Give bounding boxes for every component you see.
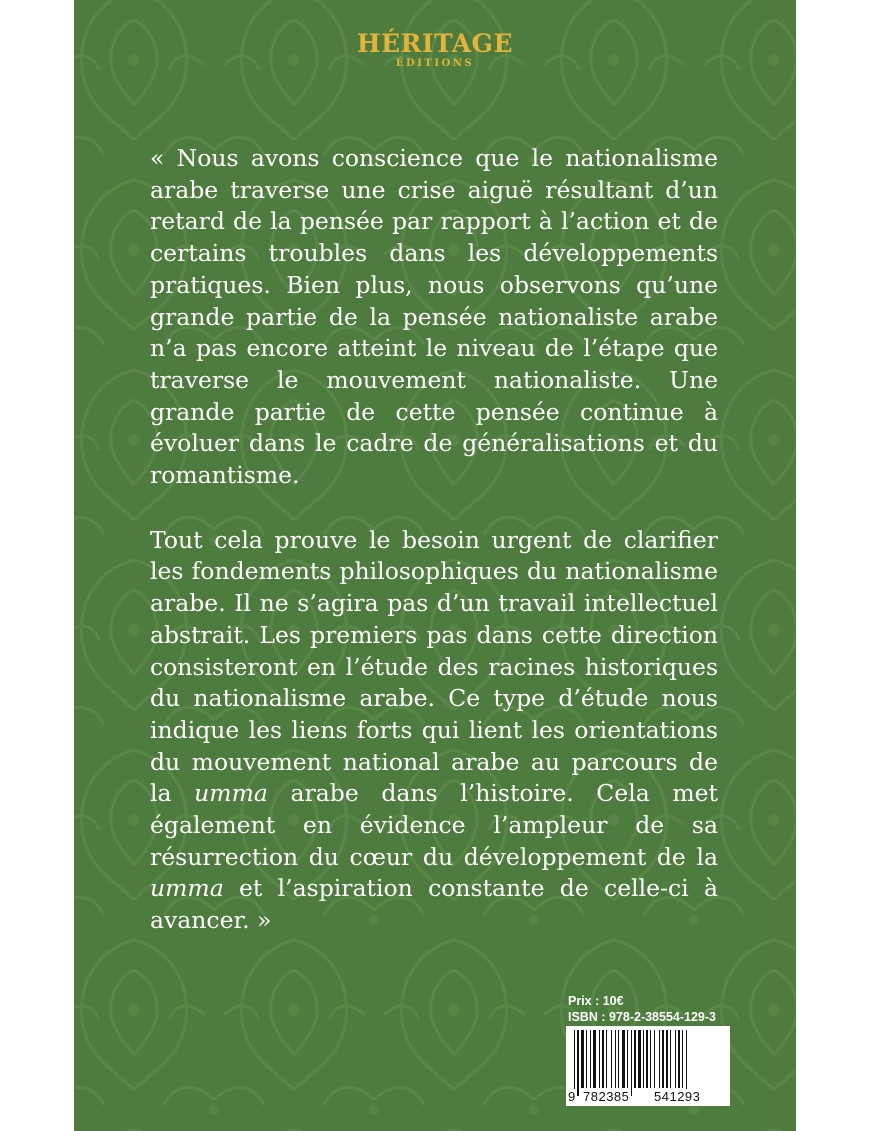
barcode-bar: [627, 1030, 628, 1088]
isbn-label: ISBN : 978-2-38554-129-3: [568, 1010, 716, 1024]
blurb-paragraph-1: « Nous avons conscience que le nationalisme arabe traverse une crise aiguë résultant d’un retard de la pensée par rapport à l’action et de certains troubles dans les développements pratiques. Bien plus, nous observons qu’une grande partie de la pensée nationaliste arabe n’a pas encore atteint le niveau de l’étape que traverse le mouvement nationaliste. Une grande partie de cette pensée continue à évoluer dans le cadre de généralisations et du romantisme.: [150, 144, 718, 490]
barcode-digits: [566, 1088, 730, 1106]
barcode-bar: [599, 1030, 600, 1088]
barcode-bar: [638, 1030, 641, 1088]
barcode-bar: [622, 1030, 625, 1088]
book-back-cover: [74, 0, 796, 1131]
barcode-bar: [593, 1030, 596, 1088]
barcode-bar: [678, 1030, 680, 1088]
barcode-bar: [666, 1030, 668, 1088]
blurb-text: [150, 143, 718, 937]
barcode-bar: [670, 1030, 671, 1088]
barcode-bar: [606, 1030, 607, 1088]
blurb-paragraph-2-part-1: Tout cela prouve le besoin urgent de clarifier les fondements philosophiques du nationalisme arabe. Il ne s’agira pas d’un travail intellectuel abstrait. Les premiers pas dans cette direction consisteront en l’étude des racines historiques du nationalisme arabe. Ce type d’étude nous indique les liens forts qui lient les orientations du mouvement national arabe au parcours de la: [150, 525, 718, 808]
publisher-logo: [74, 30, 796, 70]
barcode-bar: [581, 1030, 584, 1088]
umma-term-1: umma: [194, 779, 268, 808]
barcode-bar: [662, 1030, 664, 1088]
isbn-barcode: [566, 1026, 730, 1106]
barcode-bar: [682, 1030, 683, 1088]
barcode-bar: [646, 1030, 648, 1088]
barcode-bar: [686, 1030, 687, 1096]
barcode-bar: [659, 1030, 660, 1088]
barcode-bar: [654, 1030, 655, 1088]
blurb-paragraph-2-part-2: arabe dans l’histoire. Cela met également en évidence l’ampleur de sa résurrection du cœur du développement de la: [150, 779, 718, 871]
umma-term-2: umma: [150, 874, 224, 903]
barcode-bar: [618, 1030, 619, 1088]
barcode-bar: [650, 1030, 651, 1088]
barcode-bar: [631, 1030, 632, 1096]
barcode-bar: [590, 1030, 591, 1088]
barcode-first-digit: 9: [568, 1089, 576, 1104]
barcode-bar: [602, 1030, 604, 1088]
publisher-subtitle: ÉDITIONS: [395, 58, 475, 69]
barcode-bar: [675, 1030, 676, 1088]
barcode-bar: [586, 1030, 587, 1088]
publisher-name: HÉRITAGE: [356, 29, 514, 58]
blurb-paragraph-2-part-3: et l’aspiration constante de celle-ci à avancer. »: [150, 874, 718, 935]
barcode-left-group: 782385: [583, 1089, 630, 1104]
barcode-bar: [574, 1030, 575, 1096]
price-isbn-block: [568, 993, 728, 1025]
barcode-bar: [577, 1030, 579, 1096]
price-label: Prix : 10€: [568, 994, 624, 1008]
barcode-right-group: 541293: [654, 1089, 701, 1104]
barcode-bar: [611, 1030, 612, 1088]
barcode-bar: [643, 1030, 644, 1088]
barcode-bar: [615, 1030, 616, 1088]
barcode-bar: [634, 1030, 636, 1088]
blurb-paragraph-2: [150, 525, 718, 937]
